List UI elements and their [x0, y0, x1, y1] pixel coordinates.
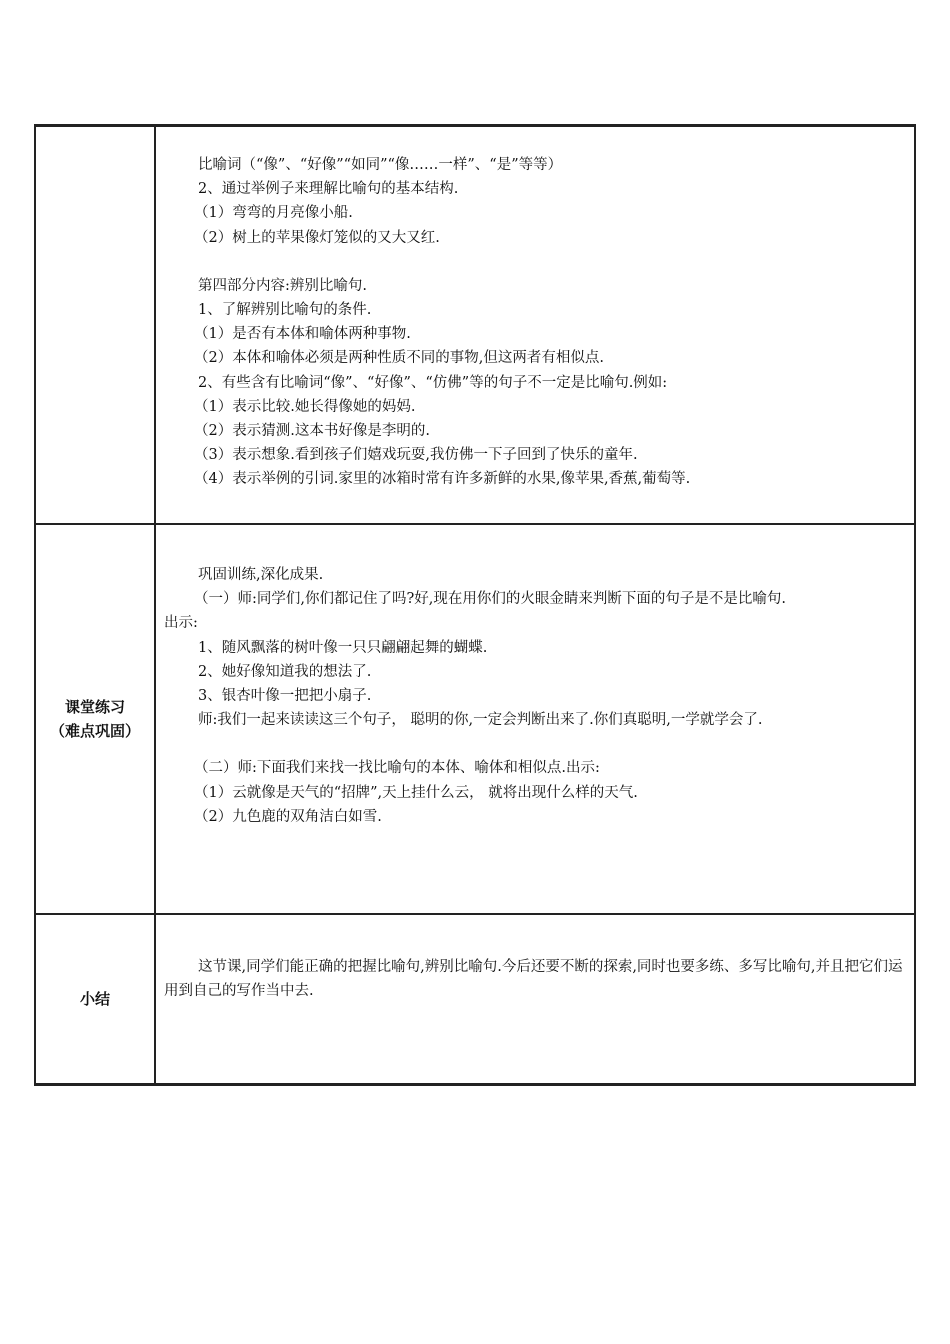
text-line: 2、通过举例子来理解比喻句的基本结构. [198, 181, 459, 198]
table-row [35, 914, 915, 1085]
row-label-summary [35, 914, 155, 1085]
row-label-line: 小结 [79, 990, 110, 1008]
row-label-practice [35, 524, 155, 914]
row-label-line: 课堂练习 [64, 698, 125, 716]
text-line: （1）是否有本体和喻体两种事物. [194, 326, 411, 343]
text-line: （2）本体和喻体必须是两种性质不同的事物,但这两者有相似点. [194, 350, 604, 367]
text-line: （1）弯弯的月亮像小船. [194, 205, 353, 222]
row-label-line: （难点巩固） [49, 722, 140, 740]
lesson-plan-table [34, 124, 916, 1086]
text-line: （3）表示想象.看到孩子们嬉戏玩耍,我仿佛一下子回到了快乐的童年. [194, 447, 638, 464]
row-content [155, 126, 915, 525]
table-row [35, 126, 915, 525]
paragraph-gap [164, 732, 908, 756]
text-line: 比喻词（“像”、“好像”“如同”“像……一样”、“是”等等） [198, 157, 563, 173]
text-line: 出示: [164, 615, 198, 632]
text-line: （1）云就像是天气的“招牌”,天上挂什么云， 就将出现什么样的天气. [194, 784, 638, 801]
text-line: 2、她好像知道我的想法了. [198, 663, 372, 680]
text-line: 3、银杏叶像一把把小扇子. [198, 688, 372, 705]
text-line: 1、了解辨别比喻句的条件. [198, 302, 372, 319]
paragraph-gap [164, 250, 908, 274]
text-line: 2、有些含有比喻词“像”、“好像”、“仿佛”等的句子不一定是比喻句.例如: [198, 374, 668, 391]
text-line: （1）表示比较.她长得像她的妈妈. [194, 398, 416, 415]
text-line: 巩固训练,深化成果. [198, 567, 324, 583]
row-content [155, 524, 915, 914]
row-label [35, 126, 155, 525]
text-line: （2）九色鹿的双角洁白如雪. [194, 808, 382, 825]
text-line: 1、随风飘落的树叶像一只只翩翩起舞的蝴蝶. [198, 639, 488, 656]
row-content [155, 914, 915, 1085]
text-paragraph: 这节课,同学们能正确的把握比喻句,辨别比喻句.今后还要不断的探索,同时也要多练、多写比喻句,并且把它们运用到自己的写作当中去. [164, 959, 903, 1000]
text-line: 第四部分内容:辨别比喻句. [198, 277, 367, 294]
text-line: （2）树上的苹果像灯笼似的又大又红. [194, 229, 440, 246]
table-row [35, 524, 915, 914]
text-line: （二）师:下面我们来找一找比喻句的本体、喻体和相似点.出示: [194, 760, 600, 777]
text-line: （一）师:同学们,你们都记住了吗?好,现在用你们的火眼金睛来判断下面的句子是不是比喻句. [194, 591, 786, 608]
text-line: （4）表示举例的引词.家里的冰箱时常有许多新鲜的水果,像苹果,香蕉,葡萄等. [194, 471, 691, 488]
text-line: （2）表示猜测.这本书好像是李明的. [194, 423, 430, 440]
text-line: 师:我们一起来读读这三个句子， 聪明的你,一定会判断出来了.你们真聪明,一学就学会了. [198, 712, 763, 729]
